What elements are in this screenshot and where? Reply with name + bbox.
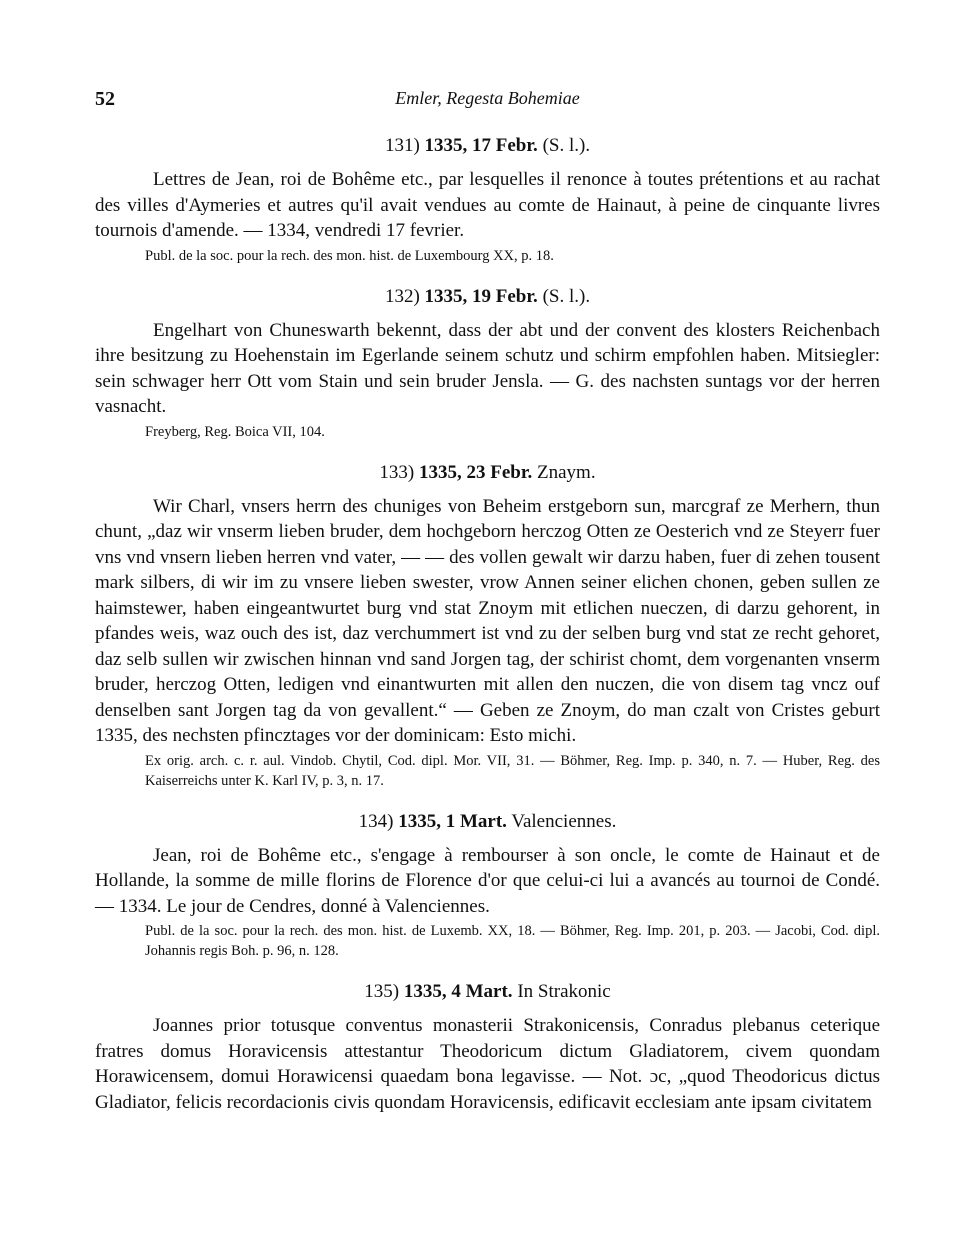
entry-text: Lettres de Jean, roi de Bohême etc., par lesquelles il renonce à toutes prétentions et au rachat des villes d'Aymeries et autres qu'il avait vendues au comte de Hainaut, à peine de cinquante livres tournois d'amende. — 1334, vendredi 17 fevrier.	[95, 169, 880, 241]
entry-date: 1335, 23 Febr.	[418, 461, 533, 483]
entry-text: Joannes prior totusque conventus monasterii Strakonicensis, Conradus plebanus ceterique fratres domus Horavicensis attestantur Theodoricum dictum Gladiatorem, civem quondam Horawicensem, domui Horawicensi quaedam bona legavisse. — Not. ɔc, „quod Theodoricus dictus Gladiator, felicis recordacionis civis quondam Horavicensis, edificavit ecclesiam ante ipsam civitatem	[95, 1015, 880, 1113]
entry-date: 1335, 19 Febr.	[424, 285, 538, 307]
entry-source: Publ. de la soc. pour la rech. des mon. hist. de Luxemb. XX, 18. — Böhmer, Reg. Imp. 201, p. 203. — Jacobi, Cod. dipl. Johannis regis Boh. p. 96, n. 128.	[145, 923, 880, 959]
entry-text: Jean, roi de Bohême etc., s'engage à rembourser à son oncle, le comte de Hainaut et de Hollande, la somme de mille florins de Florence d'or que celui-ci lui a avancés au tournoi de Condé. — 1334. Le jour de Cendres, donné à Valenciennes.	[95, 844, 880, 917]
regest-entry-132	[95, 286, 880, 442]
entry-heading	[95, 286, 880, 308]
entry-date: 1335, 17 Febr.	[424, 135, 538, 156]
entry-date: 1335, 1 Mart.	[398, 810, 507, 832]
running-title: Emler, Regesta Bohemiae	[395, 88, 580, 108]
entry-number: 132)	[384, 285, 420, 307]
entry-heading	[95, 811, 880, 833]
entry-number: 133)	[379, 461, 415, 483]
entry-place: (S. l.).	[542, 285, 591, 307]
entry-number: 131)	[384, 135, 420, 156]
document-body	[95, 135, 880, 1115]
regest-entry-135	[95, 981, 880, 1115]
entry-text: Engelhart von Chuneswarth bekennt, dass der abt und der convent des klosters Reichenbach ihre besitzung zu Hoehenstain im Egerlande seinem schutz und schirm empfohlen haben. Mitsiegler: sein schwager herr Ott vom Stain und sein bruder Jensla. — G. des nachsten suntags vor der herren vasnacht.	[95, 319, 880, 417]
entry-heading	[95, 462, 880, 484]
entry-place: Znaym.	[537, 461, 596, 483]
regest-entry-131	[95, 135, 880, 266]
entry-number: 134)	[358, 810, 394, 832]
entry-heading	[95, 981, 880, 1003]
entry-place: (S. l.).	[542, 135, 591, 156]
regest-entry-133	[95, 462, 880, 791]
entry-place: In Strakonic	[517, 981, 611, 1002]
page-header	[95, 88, 880, 118]
entry-source: Publ. de la soc. pour la rech. des mon. hist. de Luxembourg XX, p. 18.	[145, 247, 554, 264]
entry-source: Ex orig. arch. c. r. aul. Vindob. Chytil, Cod. dipl. Mor. VII, 31. — Böhmer, Reg. Imp. p. 340, n. 7. — Huber, Reg. des Kaiserreichs unter K. Karl IV, p. 3, n. 17.	[145, 752, 880, 789]
entry-heading	[95, 135, 880, 157]
entry-text: Wir Charl, vnsers herrn des chuniges von Beheim erstgeborn sun, marcgraf ze Merhern, thun chunt, „daz wir vnserm lieben bruder, dem hochgeborn herczog Otten ze Oesterich vnd ze Steyerr fuer vns vnd vnsern lieben herren vnd vater, — — des vollen gewalt wir darzu haben, fuer di zehen tousent mark silbers, di wir im zu vnsere lieben swester, vrow Annen seiner elichen chonen, geben sullen ze haimstewer, haben eingeantwurtet burg vnd stat Znoym mit etlichen nueczen, di darzu gehorent, in pfandes weis, waz ouch des ist, daz verchummert ist vnd zu der selben burg vnd stat ze recht gehoret, daz selb sullen wir zwischen hinnan vnd sand Jorgen tag, der schirist chomt, dem vorgenanten vnserm bruder, herczog Otten, ledigen vnd einantwurten mit allen den nuczen, die von disem tag vncz ouf denselben sant Jorgen tag da von gevallent.“ — Geben ze Znoym, do man czalt von Cristes geburt 1335, des nechsten pfincztages vor der dominicam: Esto michi.	[95, 495, 880, 746]
entry-date: 1335, 4 Mart.	[403, 981, 513, 1002]
entry-source: Freyberg, Reg. Boica VII, 104.	[145, 423, 325, 440]
page-number: 52	[95, 88, 115, 110]
entry-number: 135)	[364, 981, 400, 1002]
entry-place: Valenciennes.	[511, 810, 617, 832]
regest-entry-134	[95, 811, 880, 962]
